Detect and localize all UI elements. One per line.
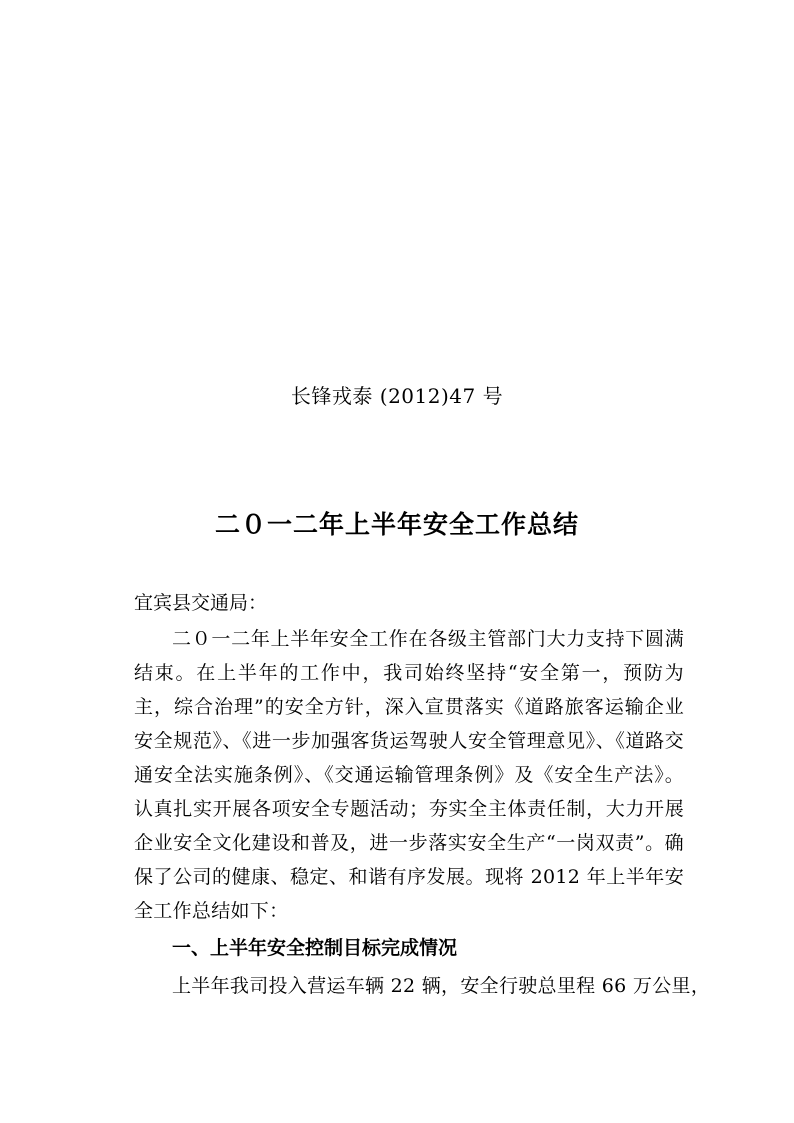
- addressee: 宜宾县交通局：: [134, 592, 268, 614]
- intro-paragraph: 二０一二年上半年安全工作在各级主管部门大力支持下圆满结束。在上半年的工作中，我司始终坚持“安全第一，预防为主，综合治理”的安全方针，深入宣贯落实《道路旅客运输企业安全规范》、《进一步加强客货运驾驶人安全管理意见》、《道路交通安全法实施条例》、《交通运输管理条例》及《安全生产法》。认真扎实开展各项安全专题活动；夯实全主体责任制，大力开展企业安全文化建设和普及，进一步落实安全生产“一岗双责”。确保了公司的健康、稳定、和谐有序发展。现将 2012 年上半年安全工作总结如下：: [134, 628, 684, 922]
- section-heading: 一、上半年安全控制目标完成情况: [172, 937, 458, 959]
- document-title: 二０一二年上半年安全工作总结: [214, 510, 579, 539]
- document-number: 长锋戎泰 (2012)47 号: [290, 384, 504, 408]
- section-paragraph: 上半年我司投入营运车辆 22 辆，安全行驶总里程 66 万公里，: [172, 975, 711, 997]
